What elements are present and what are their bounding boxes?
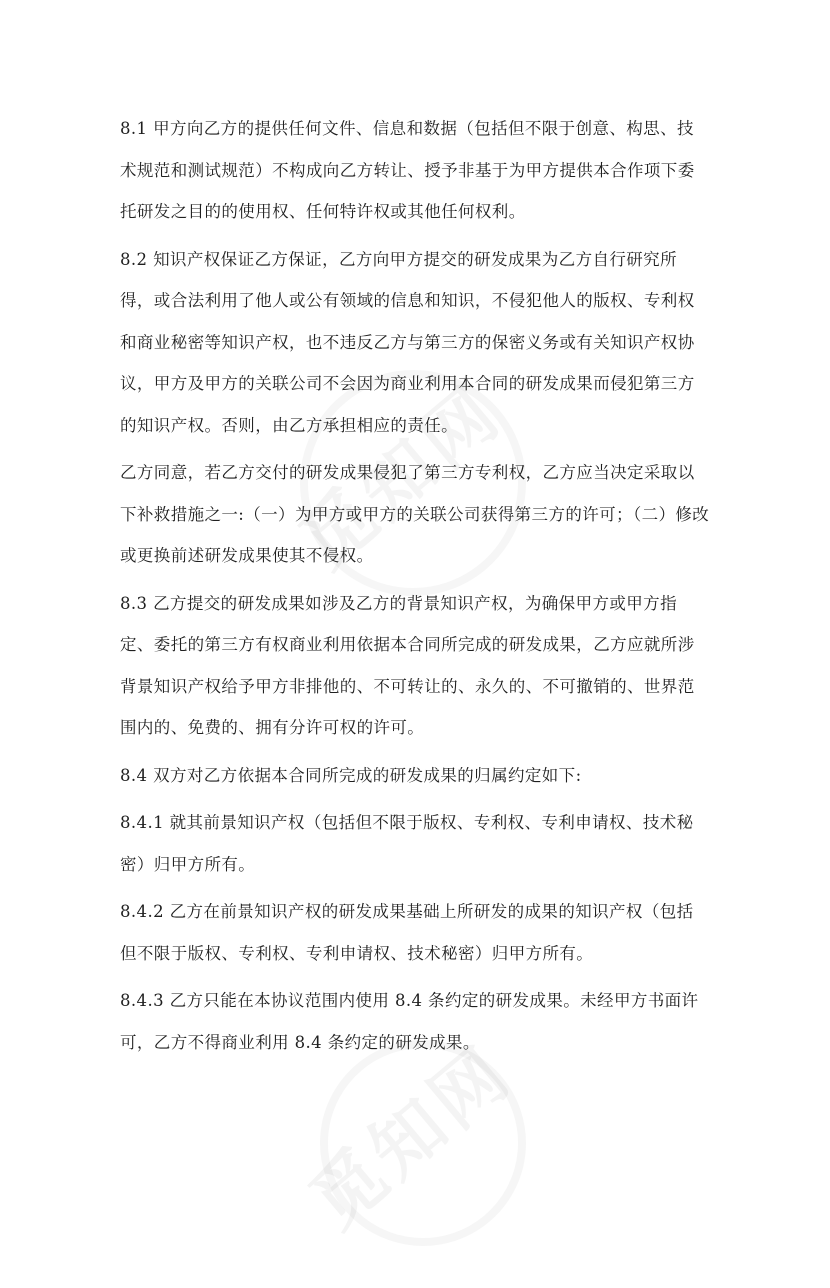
clause-8-4-3: 8.4.3 乙方只能在本协议范围内使用 8.4 条约定的研发成果。未经甲方书面许可，乙方不得商业利用 8.4 条约定的研发成果。 [120, 991, 699, 1052]
clause-8-3: 8.3 乙方提交的研发成果如涉及乙方的背景知识产权，为确保甲方或甲方指定、委托的第三方有权商业利用依据本合同所完成的研发成果，乙方应就所涉背景知识产权给予甲方非排他的、不可转让的、永久的、不可撤销的、世界范围内的、免费的、拥有分许可权的许可。 [120, 593, 695, 737]
clause-8-4: 8.4 双方对乙方依据本合同所完成的研发成果的归属约定如下: [120, 765, 582, 785]
clause-8-4-2: 8.4.2 乙方在前景知识产权的研发成果基础上所研发的成果的知识产权（包括但不限于版权、专利权、专利申请权、技术秘密）归甲方所有。 [120, 902, 694, 963]
clause-8-1: 8.1 甲方向乙方的提供任何文件、信息和数据（包括但不限于创意、构思、技术规范和测试规范）不构成向乙方转让、授予非基于为甲方提供本合作项下委托研发之目的的使用权、任何特许权或其他任何权利。 [120, 119, 695, 221]
clause-8-4-1: 8.4.1 就其前景知识产权（包括但不限于版权、专利权、专利申请权、技术秘密）归甲方所有。 [120, 813, 694, 874]
clause-8-2-remedy: 乙方同意，若乙方交付的研发成果侵犯了第三方专利权，乙方应当决定采取以下补救措施之一:（一）为甲方或甲方的关联公司获得第三方的许可；（二）修改或更换前述研发成果使其不侵权。 [120, 463, 710, 565]
document-body [120, 108, 710, 1069]
clause-8-2: 8.2 知识产权保证乙方保证，乙方向甲方提交的研发成果为乙方自行研究所得，或合法利用了他人或公有领域的信息和知识，不侵犯他人的版权、专利权和商业秘密等知识产权，也不违反乙方与第三方的保密义务或有关知识产权协议，甲方及甲方的关联公司不会因为商业利用本合同的研发成果而侵犯第三方的知识产权。否则，由乙方承担相应的责任。 [120, 249, 695, 435]
